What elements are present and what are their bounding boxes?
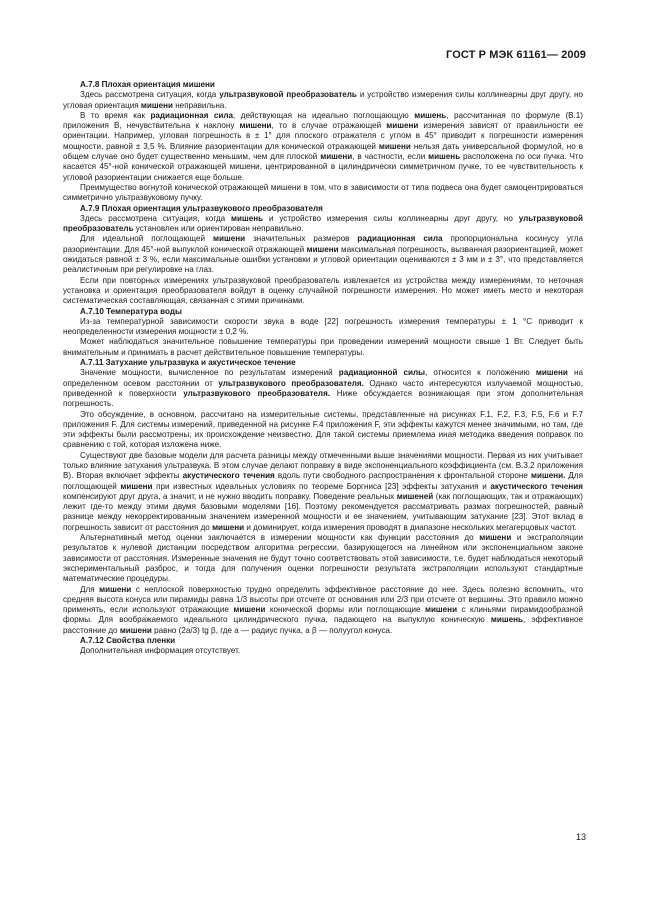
paragraph: Альтернативный метод оценки заключается в измерении мощности как функции расстояния до мишени и экстраполяции результатов к нулевой дистанции посредством алгоритма регрессии, базирующегося на линейном или экспоненциальном законе зависимости от расстояния. Измеренные значения не будут точно соответствовать этой зависимости, т.е. будет наблюдаться некоторый экспериментальный разброс, и тогда для получения оценки погрешности результата экстраполяции используют стандартные математические процедуры.: [63, 533, 583, 584]
section-heading: А.7.11 Затухание ультразвука и акустическое течение: [80, 358, 296, 368]
section-heading: А.7.10 Температура воды: [80, 306, 182, 316]
section-heading: А.7.9 Плохая ориентация ультразвукового преобразователя: [80, 203, 323, 213]
paragraph: Для мишени с неплоской поверхностью трудно определить эффективное расстояние до нее. Здесь полезно вспомнить, что средняя высота конуса или пирамиды равна 1/3 высоты при отсчете от основания или 2/3 при отсчете от вершины. Это правило можно применять, если используют отражающие мишени конической формы или поглощающие мишени с клиньями пирамидообразной формы. Для воображаемого идеального цилиндрического пучка, падающего на выпуклую коническую мишень, эффективное расстояние до мишени равно (2a/3) tg β, где a — радиус пучка, а β — полуугол конуса.: [63, 584, 584, 635]
paragraph: Может наблюдаться значительное повышение температуры при проведении измерений мощности свыше 1 Вт. Следует быть внимательным и принимать в расчет действительное повышение температуры.: [63, 337, 583, 357]
paragraph: В то время как радиационная сила, действующая на идеально поглощающую мишень, рассчитанная по формуле (В.1) приложения В, нечувствительна к наклону мишени, то в случае отражающей мишени измерения зависят от правильности ее ориентации. Например, угловая погрешность в ± 1° для плоского отражателя с углом в 45° приводит к погрешности измерения мощности, равной ± 3,5 %. Влияние разориентации для конической отражающей мишени нельзя дать универсальной формулой, но в общем случае оно будет существенно меньшим, чем для плоской мишени, в частности, если мишень расположена по оси пучка. Что касается 45°-ной конической отражающей мишени, центрированной в цилиндрически симметричном пучке, то ее чувствительность к угловой разориентации снижается еще больше.: [63, 110, 583, 182]
paragraph: Дополнительная информация отсутствует.: [80, 646, 241, 656]
document-body: [63, 80, 583, 657]
paragraph: Здесь рассмотрена ситуация, когда мишень и устройство измерения силы коллинеарны друг другу, но ультразвуковой преобразователь установлен или ориентирован неправильно.: [63, 213, 584, 234]
paragraph: Для идеальной поглощающей мишени значительных размеров радиационная сила пропорциональна косинусу угла разориентации. Для 45°-ной выпуклой конической отражающей мишени максимальная погрешность, вызванная разориентацией, может ожидаться равной ± 3 %, если максимальные ошибки установки и угловой ориентации оцениваются ± 3 мм и ± 3°, что представляется реалистичным при регулировке на глаз.: [63, 234, 583, 275]
paragraph: Если при повторных измерениях ультразвуковой преобразователь извлекается из устройства между измерениями, то неточная установка и ориентация преобразователя войдут в оценку случайной погрешности измерения. Но может иметь место и некоторая систематическая составляющая, связанная с этими причинами.: [63, 275, 583, 306]
paragraph: Преимущество вогнутой конической отражающей мишени в том, что в зависимости от типа подвеса она будет самоцентрироваться симметрично ультразвуковому пучку.: [63, 182, 583, 203]
page-number: 13: [575, 832, 586, 842]
paragraph: Это обсуждение, в основном, рассчитано на измерительные системы, представленные на рисунках F.1, F.2, F.3, F.5, F.6 и F.7 приложения F. Для системы измерений, приведенной на рисунке F.4 приложения F, эти эффекты кажутся менее значимыми, но там, где эти эффекты были рассмотрены, их происхождение неизвестно. Для такой системы приемлема иная методика введения поправок по сравнению с той, которая изложена ниже.: [63, 409, 583, 450]
paragraph: Значение мощности, вычисленное по результатам измерений радиационной силы, относится к положению мишени на определенном осевом расстоянии от ультразвукового преобразователя. Однако часто интересуются излучаемой мощностью, приведенной к поверхности ультразвукового преобразователя. Ниже обсуждается возникающая при этом дополнительная погрешность.: [63, 368, 583, 409]
paragraph: Здесь рассмотрена ситуация, когда ультразвуковой преобразователь и устройство измерения силы коллинеарны друг другу, но угловая ориентация мишени неправильна.: [63, 90, 583, 110]
document-id-header: ГОСТ Р МЭК 61161— 2009: [446, 49, 586, 61]
paragraph: Существуют две базовые модели для расчета разницы между отмеченными выше значениями мощности. Первая из них учитывает только влияние затухания ультразвука. В этом случае делают поправку в виде экспоненциального коэффициента (см. В.3.2 приложения В). Вторая включает эффекты акустического течения вдоль пути свободного распространения к фронтальной стороне мишени. Для поглощающей мишени при известных идеальных условиях по теореме Боргниса [23] эффекты затухания и акустического течения компенсируют друг друга, а значит, и не нужно вводить поправку. Поведение реальных мишеней (как поглощающих, так и отражающих) лежит где-то между этими двумя базовыми моделями [16]. Поэтому рекомендуется рассматривать размах погрешностей, равный разнице между некорректированным значением измеренной мощности и ее значением, учитывающим затухание [23]. Этот вклад в погрешность зависит от расстояния до мишени и доминирует, когда измерения проводят в диапазоне нескольких мегагерцовых частот.: [63, 450, 583, 532]
paragraph: Из-за температурной зависимости скорости звука в воде [22] погрешность измерения температуры ± 1 °С приводит к неопределенности измерения мощности ± 0,2 %.: [63, 316, 583, 337]
section-heading: А.7.8 Плохая ориентация мишени: [80, 80, 215, 89]
section-heading: А.7.12 Свойства пленки: [80, 636, 176, 646]
